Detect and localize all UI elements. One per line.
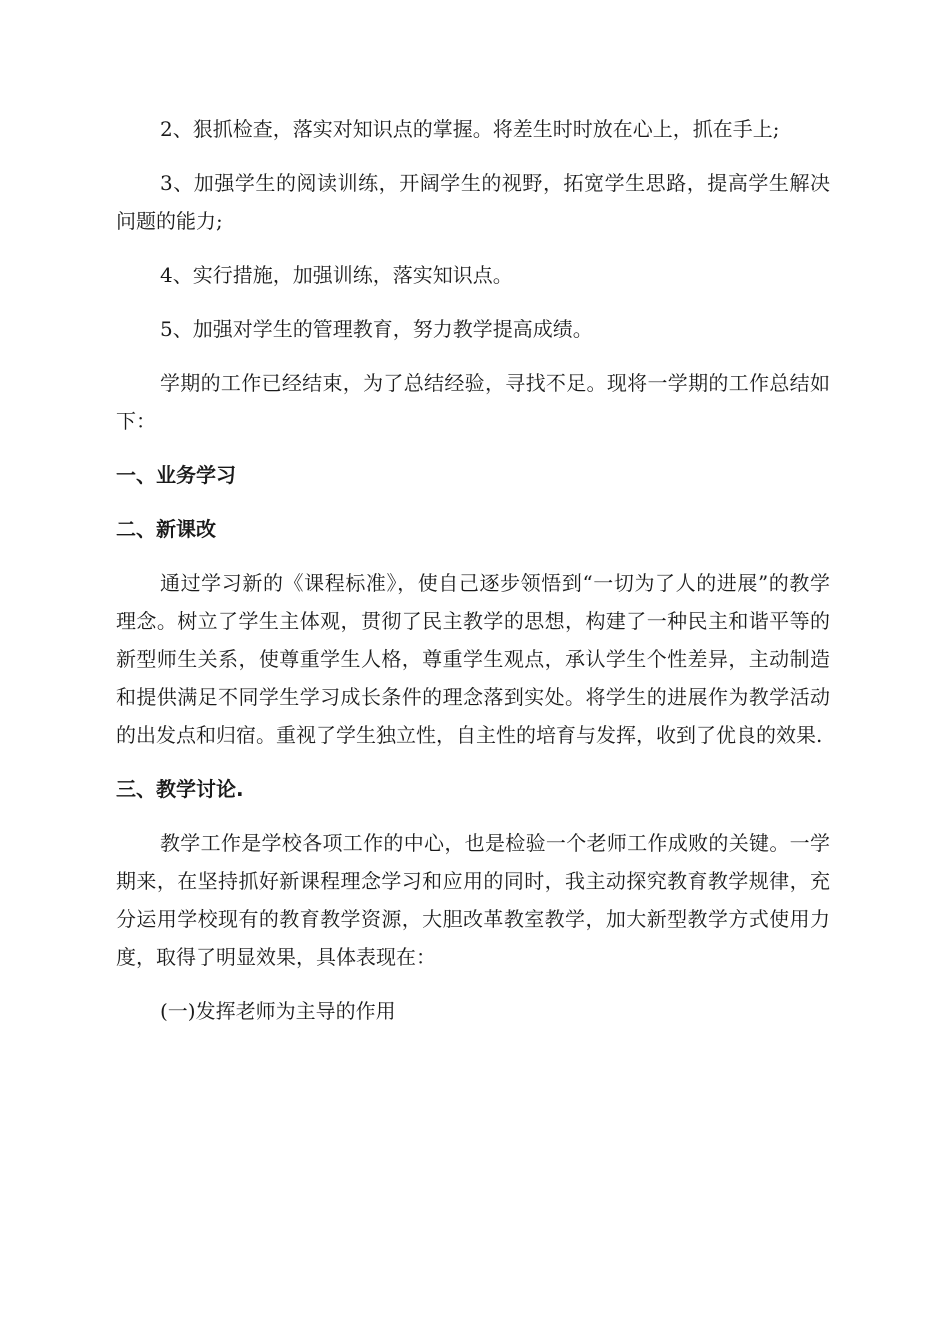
paragraph-summary-intro: 学期的工作已经结束，为了总结经验，寻找不足。现将一学期的工作总结如下： bbox=[116, 371, 830, 433]
section-heading-new-curriculum: 二、新课改 bbox=[116, 517, 216, 541]
paragraph-curriculum-reform: 通过学习新的《课程标准》，使自己逐步领悟到“一切为了人的进展”的教学理念。树立了学生主体观，贯彻了民主教学的思想，构建了一种民主和谐平等的新型师生关系，使尊重学生人格，尊重学生观点，承认学生个性差异，主动制造和提供满足不同学生学习成长条件的理念落到实处。将学生的进展作为教学活动的出发点和归宿。重视了学生独立性，自主性的培育与发挥，收到了优良的效果. bbox=[116, 571, 830, 747]
paragraph-item-5: 5、加强对学生的管理教育，努力教学提高成绩。 bbox=[160, 317, 593, 341]
document-body bbox=[116, 110, 830, 1030]
subheading-teacher-role: (一)发挥老师为主导的作用 bbox=[160, 999, 396, 1023]
section-heading-business-study: 一、业务学习 bbox=[116, 463, 236, 487]
section-heading-teaching-discussion: 三、教学讨论. bbox=[116, 777, 244, 801]
paragraph-item-4: 4、实行措施，加强训练，落实知识点。 bbox=[160, 263, 513, 287]
paragraph-item-2: 2、狠抓检查，落实对知识点的掌握。将差生时时放在心上，抓在手上; bbox=[160, 117, 780, 141]
paragraph-item-3: 3、加强学生的阅读训练，开阔学生的视野，拓宽学生思路，提高学生解决问题的能力; bbox=[116, 171, 830, 233]
paragraph-teaching-work: 教学工作是学校各项工作的中心，也是检验一个老师工作成败的关键。一学期来，在坚持抓好新课程理念学习和应用的同时，我主动探究教育教学规律，充分运用学校现有的教育教学资源，大胆改革教室教学，加大新型教学方式使用力度，取得了明显效果，具体表现在： bbox=[116, 831, 830, 969]
